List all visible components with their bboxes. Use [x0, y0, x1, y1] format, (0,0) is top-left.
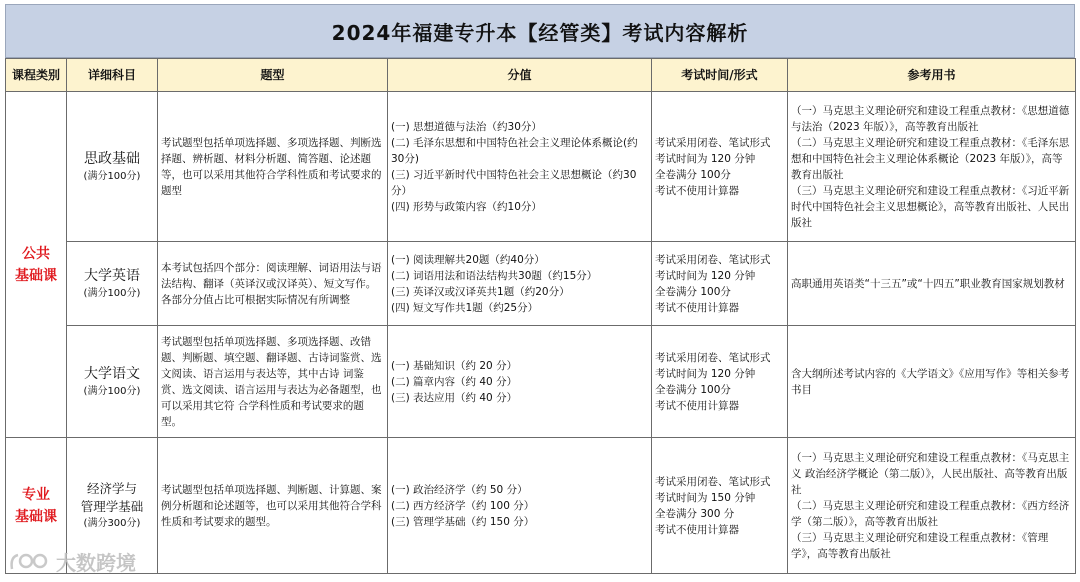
subject-name: 思政基础 — [84, 150, 140, 167]
table-header-row — [6, 59, 1076, 92]
reference-books-cell: 高职通用英语类“十三五”或“十四五”职业教育国家规划教材 — [788, 242, 1076, 326]
exam-form-cell: 考试采用闭卷、笔试形式 考试时间为 120 分钟 全卷满分 100分 考试不使用计算器 — [652, 326, 788, 438]
header-scores: 分值 — [388, 59, 652, 92]
scores-cell: (一) 阅读理解共20题（约40分） (二) 词语用法和语法结构共30题（约15分） (三) 英译汉或汉译英共1题（约20分） (四) 短文写作共1题（约25分） — [388, 242, 652, 326]
exam-form-cell: 考试采用闭卷、笔试形式 考试时间为 150 分钟 全卷满分 300 分 考试不使用计算器 — [652, 438, 788, 574]
exam-form-cell: 考试采用闭卷、笔试形式 考试时间为 120 分钟 全卷满分 100分 考试不使用计算器 — [652, 242, 788, 326]
scores-cell: (一) 基础知识（约 20 分） (二) 篇章内容（约 40 分） (三) 表达应用（约 40 分） — [388, 326, 652, 438]
table-row — [6, 326, 1076, 438]
question-types-cell: 本考试包括四个部分：阅读理解、词语用法与语法结构、翻译（英译汉或汉译英）、短文写作。各部分分值占比可根据实际情况有所调整 — [158, 242, 388, 326]
table-row — [6, 242, 1076, 326]
question-types-cell: 考试题型包括单项选择题、多项选择题、改错题、判断题、填空题、翻译题、古诗词鉴赏、选文阅读、语言运用与表达等，其中古诗 词鉴赏、选文阅读、语言运用与表达为必备题型，也可以采用其它符 合学科性质和考试要求的题型。 — [158, 326, 388, 438]
watermark — [8, 546, 136, 576]
watermark-text: 大数跨境 — [56, 550, 136, 575]
table-row — [6, 438, 1076, 574]
category-public-basic: 公共 基础课 — [6, 92, 67, 438]
subject-full-score: (满分300分) — [83, 517, 141, 529]
question-types-cell: 考试题型包括单项选择题、判断题、计算题、案例分析题和论述题等，也可以采用其他符合学科性质和考试要求的题型。 — [158, 438, 388, 574]
category-major-basic: 专业 基础课 — [6, 438, 67, 574]
reference-books-cell: （一）马克思主义理论研究和建设工程重点教材：《马克思主义 政治经济学概论（第二版）》，人民出版社、高等教育出版社 （二）马克思主义理论研究和建设工程重点教材：《西方经济学（第二版）》，高等教育出版社 （三）马克思主义理论研究和建设工程重点教材：《管理学》，高等教育出版社 — [788, 438, 1076, 574]
page-title: 2024年福建专升本【经管类】考试内容解析 — [5, 4, 1075, 58]
header-subject: 详细科目 — [67, 59, 158, 92]
subject-name: 大学英语 — [84, 267, 140, 284]
scores-cell: (一) 政治经济学（约 50 分） (二) 西方经济学（约 100 分） (三) 管理学基础（约 150 分） — [388, 438, 652, 574]
reference-books-cell: 含大纲所述考试内容的《大学语文》《应用写作》等相关参考书目 — [788, 326, 1076, 438]
question-types-cell: 考试题型包括单项选择题、多项选择题、判断选择题、辨析题、材料分析题、简答题、论述题等，也可以采用其他符合学科性质和考试要求的题型 — [158, 92, 388, 242]
header-course-category: 课程类别 — [6, 59, 67, 92]
subject-full-score: (满分100分) — [83, 287, 141, 299]
brand-logo-icon — [8, 549, 52, 573]
subject-full-score: (满分100分) — [83, 170, 141, 182]
header-reference-books: 参考用书 — [788, 59, 1076, 92]
subject-name-line-1: 经济学与 — [86, 480, 137, 496]
table-row — [6, 92, 1076, 242]
exam-content-table — [5, 58, 1076, 574]
subject-name: 大学语文 — [84, 365, 140, 382]
subject-cell — [67, 92, 158, 242]
subject-full-score: (满分100分) — [83, 385, 141, 397]
header-question-types: 题型 — [158, 59, 388, 92]
exam-form-cell: 考试采用闭卷、笔试形式 考试时间为 120 分钟 全卷满分 100分 考试不使用计算器 — [652, 92, 788, 242]
subject-cell — [67, 242, 158, 326]
subject-name-line-2: 管理学基础 — [80, 498, 144, 514]
scores-cell: (一) 思想道德与法治（约30分） (二) 毛泽东思想和中国特色社会主义理论体系概论(约30分) (三) 习近平新时代中国特色社会主义思想概论（约30分） (四) 形势与政策内容（约10分） — [388, 92, 652, 242]
header-exam-time-form: 考试时间/形式 — [652, 59, 788, 92]
subject-cell — [67, 326, 158, 438]
reference-books-cell: （一）马克思主义理论研究和建设工程重点教材：《思想道德与法治（2023 年版）》，高等教育出版社 （二）马克思主义理论研究和建设工程重点教材：《毛泽东思想和中国特色社会主义理论体系概论（2023 年版）》，高等教育出版社 （三）马克思主义理论研究和建设工程重点教材：《习近平新时代中国特色社会主义思想概论》，高等教育出版社、人民出版社 — [788, 92, 1076, 242]
